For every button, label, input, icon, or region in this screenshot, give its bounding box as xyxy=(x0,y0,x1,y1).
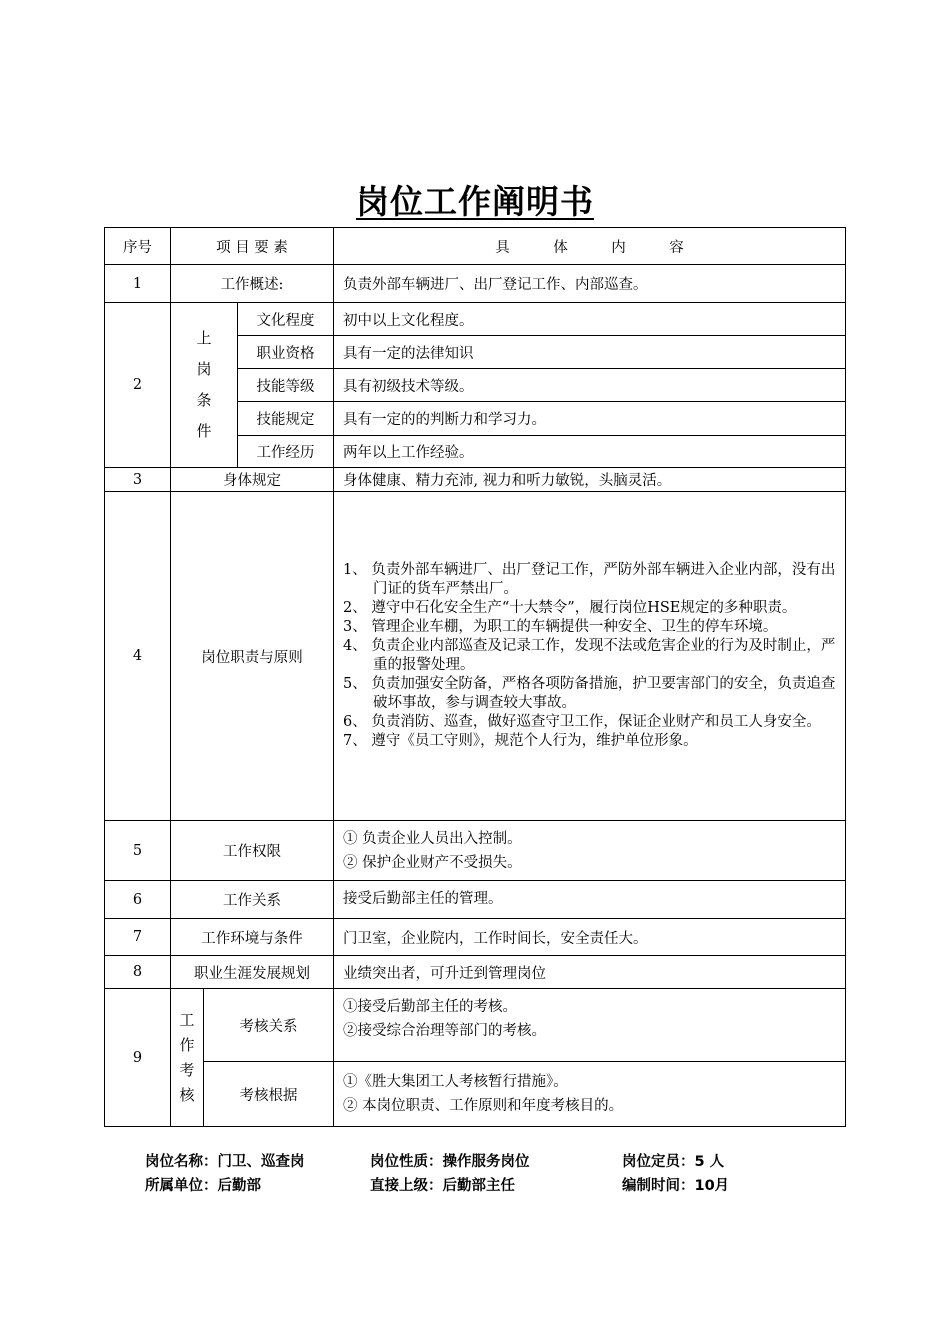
sub-label: 技能规定 xyxy=(238,402,334,436)
sub-label: 考核根据 xyxy=(204,1062,334,1127)
row-seq: 6 xyxy=(105,881,171,919)
duty-item: 7、 遵守《员工守则》，规范个人行为，维护单位形象。 xyxy=(343,733,698,749)
row-content: ① 负责企业人员出入控制。 ② 保护企业财产不受损失。 xyxy=(334,821,846,881)
sub-label: 工作经历 xyxy=(238,436,334,468)
sub-content: ①《胜大集团工人考核暂行措施》。 ② 本岗位职责、工作原则和年度考核目的。 xyxy=(334,1062,846,1127)
row-4 xyxy=(105,492,846,821)
duty-item: 6、 负责消防、巡查，做好巡查守卫工作，保证企业财产和员工人身安全。 xyxy=(343,714,821,730)
header-content: 具 体 内 容 xyxy=(334,228,846,265)
group-label-assessment: 工 作 考 核 xyxy=(171,989,204,1127)
row-1 xyxy=(105,265,846,303)
row-seq: 4 xyxy=(105,492,171,821)
sub-content: 具有一定的法律知识 xyxy=(334,336,846,369)
header-item: 项 目 要 素 xyxy=(171,228,334,265)
supervisor: 直接上级：后勤部主任 xyxy=(370,1178,515,1194)
row-content: 身体健康、精力充沛, 视力和听力敏锐，头脑灵活。 xyxy=(334,468,846,492)
position-nature: 岗位性质：操作服务岗位 xyxy=(370,1154,530,1170)
row-label: 职业生涯发展规划 xyxy=(171,956,334,989)
page-title: 岗位工作阐明书 xyxy=(356,182,594,221)
sub-label: 职业资格 xyxy=(238,336,334,369)
sub-content: 具有初级技术等级。 xyxy=(334,369,846,402)
row-content: 业绩突出者，可升迁到管理岗位 xyxy=(334,956,846,989)
row-9 xyxy=(105,989,846,1062)
row-label: 身体规定 xyxy=(171,468,334,492)
compile-date: 编制时间：10月 xyxy=(622,1178,730,1194)
row-label: 工作权限 xyxy=(171,821,334,881)
sub-content: 具有一定的的判断力和学习力。 xyxy=(334,402,846,436)
row-seq: 7 xyxy=(105,919,171,956)
row-7 xyxy=(105,919,846,956)
sub-label: 技能等级 xyxy=(238,369,334,402)
row-seq: 9 xyxy=(105,989,171,1127)
sub-content: 初中以上文化程度。 xyxy=(334,303,846,336)
row-content: 负责外部车辆进厂、出厂登记工作、内部巡查。 xyxy=(334,265,846,303)
group-label-qualifications: 上 岗 条 件 xyxy=(171,303,238,468)
duty-item: 2、 遵守中石化安全生产“十大禁令”，履行岗位HSE规定的多种职责。 xyxy=(343,600,797,616)
row-9-sub xyxy=(105,1062,846,1127)
position-name: 岗位名称：门卫、巡查岗 xyxy=(145,1154,305,1170)
row-8 xyxy=(105,956,846,989)
headcount: 岗位定员：5 人 xyxy=(622,1154,725,1170)
job-description-table xyxy=(104,227,846,1127)
duties-list xyxy=(334,561,845,751)
row-label: 工作概述: xyxy=(171,265,334,303)
row-label: 岗位职责与原则 xyxy=(171,492,334,821)
sub-content: ①接受后勤部主任的考核。 ②接受综合治理等部门的考核。 xyxy=(334,989,846,1062)
duty-item: 4、 负责企业内部巡查及记录工作，发现不法或危害企业的行为及时制止，严重的报警处理。 xyxy=(343,638,836,673)
duty-item: 5、 负责加强安全防备，严格各项防备措施，护卫要害部门的安全，负责追查破坏事故，参与调查较大事故。 xyxy=(343,676,836,711)
header-row xyxy=(105,228,846,265)
sub-content: 两年以上工作经验。 xyxy=(334,436,846,468)
row-label: 工作关系 xyxy=(171,881,334,919)
row-6 xyxy=(105,881,846,919)
row-content: 门卫室，企业院内，工作时间长，安全责任大。 xyxy=(334,919,846,956)
row-seq: 3 xyxy=(105,468,171,492)
row-label: 工作环境与条件 xyxy=(171,919,334,956)
sub-label: 考核关系 xyxy=(204,989,334,1062)
duty-item: 3、 管理企业车棚，为职工的车辆提供一种安全、卫生的停车环境。 xyxy=(343,619,778,635)
duties-cell xyxy=(334,492,846,821)
row-2 xyxy=(105,303,846,336)
duty-item: 1、 负责外部车辆进厂、出厂登记工作，严防外部车辆进入企业内部，没有出门证的货车严禁出厂。 xyxy=(343,562,836,597)
row-3 xyxy=(105,468,846,492)
row-seq: 5 xyxy=(105,821,171,881)
row-seq: 1 xyxy=(105,265,171,303)
sub-label: 文化程度 xyxy=(238,303,334,336)
department: 所属单位：后勤部 xyxy=(145,1178,261,1194)
row-seq: 8 xyxy=(105,956,171,989)
row-5 xyxy=(105,821,846,881)
row-seq: 2 xyxy=(105,303,171,468)
row-content: 接受后勤部主任的管理。 xyxy=(334,881,846,919)
header-seq: 序号 xyxy=(105,228,171,265)
